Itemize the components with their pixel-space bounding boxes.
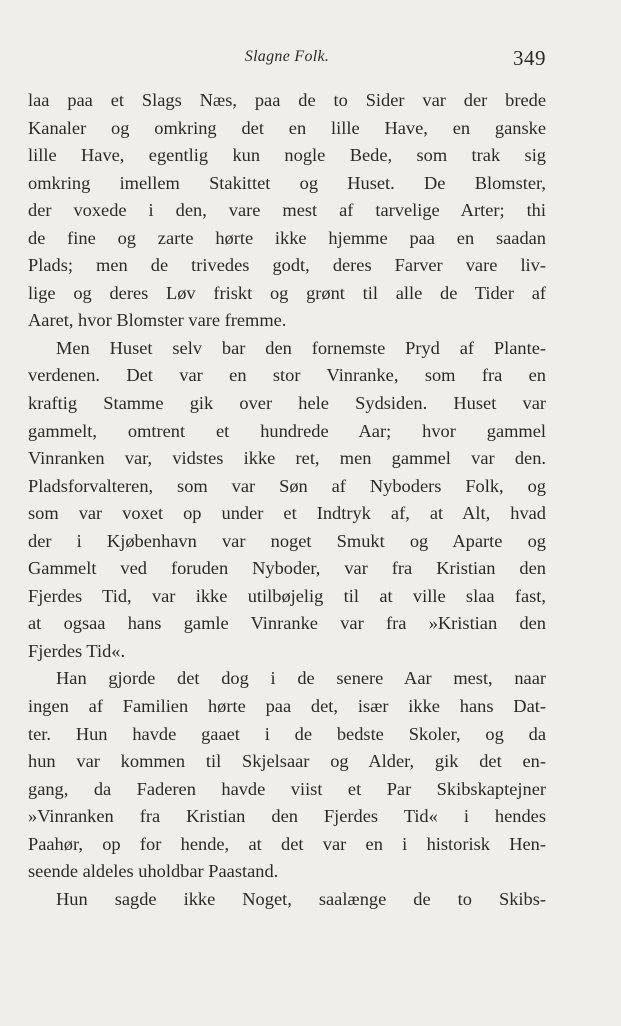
body-text <box>28 87 546 913</box>
text-line: Pladsforvalteren, som var Søn af Nyboders Folk, og <box>28 475 546 496</box>
text-line-paragraph-end: Aaret, hvor Blomster vare fremme. <box>28 310 287 331</box>
text-line-paragraph-start: Men Huset selv bar den fornemste Pryd af Plante- <box>56 337 546 358</box>
text-line: Plads; men de trivedes godt, deres Farver vare liv- <box>28 255 546 276</box>
running-title: Slagne Folk. <box>244 48 330 65</box>
text-line: lige og deres Løv friskt og grønt til alle de Tider af <box>28 282 546 303</box>
page-number: 349 <box>513 46 546 70</box>
text-line: der voxede i den, vare mest af tarvelige Arter; thi <box>28 200 546 221</box>
text-line: ter. Hun havde gaaet i de bedste Skoler, og da <box>28 723 546 744</box>
text-line-paragraph-start: Hun sagde ikke Noget, saalænge de to Skibs- <box>56 888 546 909</box>
text-line-paragraph-start: Han gjorde det dog i de senere Aar mest, naar <box>56 668 546 689</box>
text-line: Vinranken var, vidstes ikke ret, men gammel var den. <box>28 448 546 469</box>
text-line: Kanaler og omkring det en lille Have, en ganske <box>28 117 546 138</box>
text-line: gammelt, omtrent et hundrede Aar; hvor gammel <box>28 420 546 441</box>
text-line: de fine og zarte hørte ikke hjemme paa en saadan <box>28 227 546 248</box>
text-line: ingen af Familien hørte paa det, især ikke hans Dat- <box>28 696 546 717</box>
text-line: lille Have, egentlig kun nogle Bede, som trak sig <box>28 145 546 166</box>
text-line: hun var kommen til Skjelsaar og Alder, gik det en- <box>28 751 546 772</box>
text-line: Fjerdes Tid, var ikke utilbøjelig til at ville slaa fast, <box>28 585 546 606</box>
running-head <box>28 46 546 76</box>
text-line: omkring imellem Stakittet og Huset. De Blomster, <box>28 172 546 193</box>
text-line: Gammelt ved foruden Nyboder, var fra Kristian den <box>28 558 546 579</box>
text-line: kraftig Stamme gik over hele Sydsiden. Huset var <box>28 393 546 414</box>
text-line: at ogsaa hans gamle Vinranke var fra »Kristian den <box>28 613 546 634</box>
text-line: laa paa et Slags Næs, paa de to Sider var der brede <box>28 90 546 110</box>
text-line: »Vinranken fra Kristian den Fjerdes Tid« i hendes <box>28 806 546 827</box>
text-line-paragraph-end: seende aldeles uholdbar Paastand. <box>28 861 279 882</box>
text-line: Paahør, op for hende, at det var en i historisk Hen- <box>28 833 546 854</box>
text-line-paragraph-end: Fjerdes Tid«. <box>28 640 126 661</box>
text-line: gang, da Faderen havde viist et Par Skibskaptejner <box>28 778 546 799</box>
text-line: som var voxet op under et Indtryk af, at Alt, hvad <box>28 503 546 524</box>
text-line: der i Kjøbenhavn var noget Smukt og Aparte og <box>28 530 546 551</box>
text-line: verdenen. Det var en stor Vinranke, som fra en <box>28 365 546 386</box>
